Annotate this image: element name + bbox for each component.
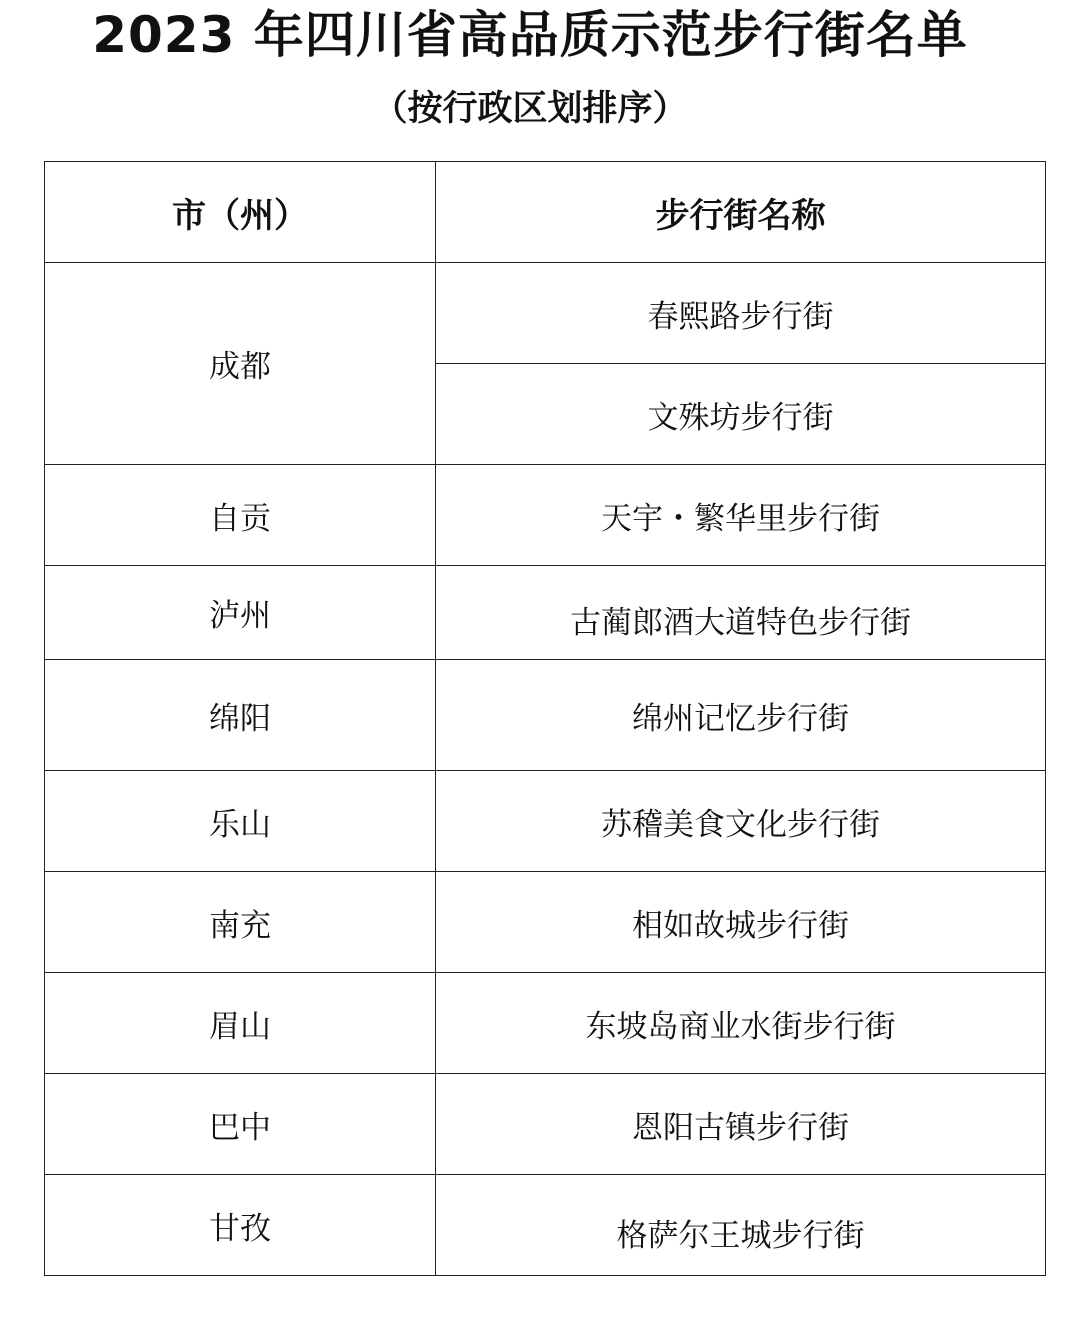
city-cell: 乐山 <box>45 771 436 872</box>
city-cell: 南充 <box>45 872 436 973</box>
street-cell: 苏稽美食文化步行街 <box>436 771 1046 872</box>
street-cell: 东坡岛商业水街步行街 <box>436 973 1046 1074</box>
street-cell: 绵州记忆步行街 <box>436 660 1046 771</box>
city-cell: 成都 <box>45 263 436 465</box>
street-cell <box>436 1175 1046 1276</box>
table-row <box>45 771 1046 872</box>
column-header-street: 步行街名称 <box>436 162 1046 263</box>
page-subtitle: （按行政区划排序） <box>372 89 688 129</box>
city-cell: 眉山 <box>45 973 436 1074</box>
street-cell: 春熙路步行街 <box>436 263 1046 364</box>
street-cell <box>436 566 1046 660</box>
street-cell: 文殊坊步行街 <box>436 364 1046 465</box>
table-row <box>45 465 1046 566</box>
city-cell: 绵阳 <box>45 660 436 771</box>
city-cell: 泸州 <box>45 566 436 660</box>
table-row <box>45 263 1046 364</box>
table-row <box>45 660 1046 771</box>
street-cell: 恩阳古镇步行街 <box>436 1074 1046 1175</box>
street-name: 格萨尔王城步行街 <box>616 1217 865 1254</box>
city-cell: 甘孜 <box>45 1175 436 1276</box>
city-cell: 自贡 <box>45 465 436 566</box>
street-cell: 天宇・繁华里步行街 <box>436 465 1046 566</box>
table-row <box>45 1175 1046 1276</box>
column-header-city: 市（州） <box>45 162 436 263</box>
page-title: 2023 年四川省高品质示范步行街名单 <box>92 6 968 64</box>
table-header-row <box>45 162 1046 263</box>
table-row <box>45 566 1046 660</box>
table-row <box>45 973 1046 1074</box>
street-cell: 相如故城步行街 <box>436 872 1046 973</box>
street-list-table <box>44 161 1046 1276</box>
city-cell: 巴中 <box>45 1074 436 1175</box>
street-name: 古蔺郎酒大道特色步行街 <box>570 605 911 641</box>
table-row <box>45 1074 1046 1175</box>
table-row <box>45 872 1046 973</box>
